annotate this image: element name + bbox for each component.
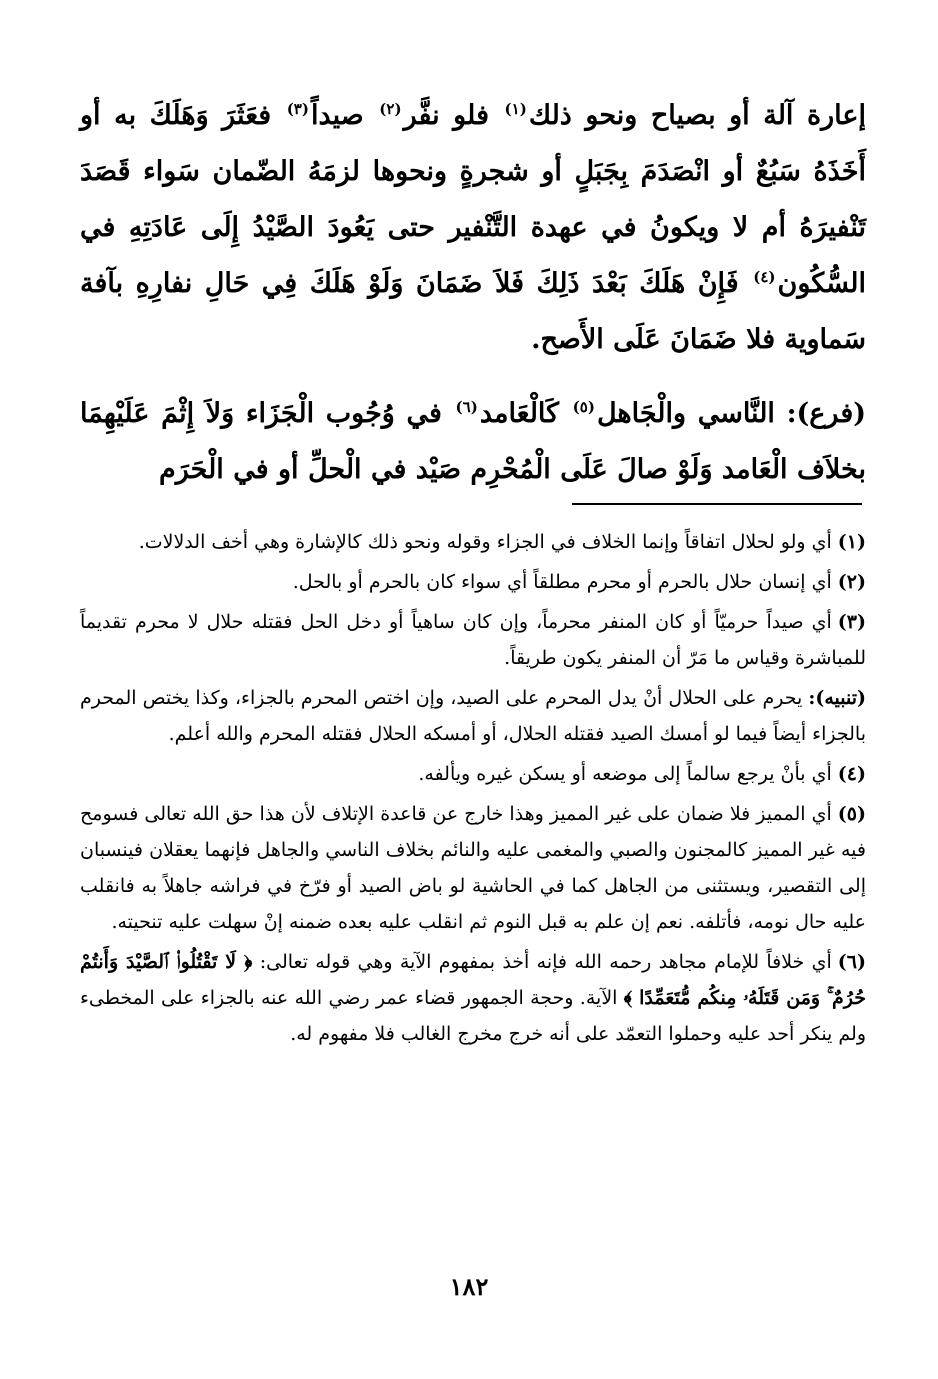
footnote-5 xyxy=(80,796,866,940)
main-text xyxy=(80,88,866,498)
footnotes-section xyxy=(80,524,866,1052)
main-text-segment: إعارة آلة أو بصياح ونحو ذلك xyxy=(528,100,867,131)
page-number: ١٨٢ xyxy=(449,1272,489,1301)
footnote-text: الآية. وحجة الجمهور قضاء عمر رضي الله عنه بالجزاء على المخطىء ولم ينكر أحد عليه وحملوا التعمّد على أنه خرج مخرج الغالب فلا مفهوم له. xyxy=(80,987,866,1045)
footnote-note xyxy=(80,680,866,752)
main-text-segment: صيداً xyxy=(310,100,378,131)
footnote-text: أي بأنْ يرجع سالماً إلى موضعه أو يسكن غيره ويألفه. xyxy=(418,763,832,785)
quran-verse: ﴿ لَا تَقْتُلُوا۟ ٱلصَّيْدَ وَأَنتُمْ حُرُمٌ ۚ وَمَن قَتَلَهُۥ مِنكُم مُّتَعَمِّدًا ﴾ xyxy=(80,951,866,1009)
main-paragraph-1 xyxy=(80,88,866,368)
footnote-divider xyxy=(572,503,862,505)
footnote-text: أي خلافاً للإمام مجاهد رحمه الله فإنه أخذ بمفهوم الآية وهي قوله تعالى: xyxy=(252,951,832,973)
footnote-4 xyxy=(80,756,866,792)
footnote-number: (٤) xyxy=(837,763,866,785)
main-text-segment: فَإِنْ هَلَكَ بَعْدَ ذَلِكَ فَلاَ ضَمَانَ وَلَوْ هَلَكَ فِي حَالِ نفارِهِ بآفة سَماوية فلا ضَمَانَ عَلَى الأَصح. xyxy=(80,268,866,355)
footnote-marker-4: (٤) xyxy=(753,268,776,286)
footnote-3 xyxy=(80,604,866,676)
footnote-1 xyxy=(80,524,866,560)
footnote-2 xyxy=(80,564,866,600)
main-paragraph-2 xyxy=(80,386,866,498)
main-text-segment: كَالْعَامد xyxy=(479,398,571,429)
footnote-number: (٦) xyxy=(837,951,866,973)
footnote-number: (٢) xyxy=(837,571,866,593)
footnote-marker-3: (٣) xyxy=(286,100,309,118)
footnote-number: (٥) xyxy=(837,803,866,825)
footnote-number: (٣) xyxy=(837,611,866,633)
footnote-text: أي المميز فلا ضمان على غير المميز وهذا خارج عن قاعدة الإتلاف لأن هذا حق الله تعالى فسومح فيه غير المميز كالمجنون والصبي والمغمى عليه والنائم بخلاف الناسي والجاهل فإنهما يعقلان فينسبان إلى التقصير، ويستثنى من الجاهل كما في الحاشية لو باض الصيد أو فرّخ في فراشه جاهلاً به فانقلب عليه حال نومه، فأتلفه. نعم إن علم به قبل النوم ثم انقلب عليه بعده ضمنه إنْ سهلت عليه تنحيته. xyxy=(80,803,866,933)
footnote-text: أي إنسان حلال بالحرم أو محرم مطلقاً أي سواء كان بالحرم أو بالحل. xyxy=(292,571,832,593)
main-text-segment: فعَثَرَ وَهَلَكَ به أو أَخَذَهُ سَبُعٌ أو انْصَدَمَ بِجَبَلٍ أو شجرةٍ ونحوها لزمَهُ الضّمان سَواء قَصَدَ تَنْفيرَهُ أم لا ويكونُ في عهدة التَّنْفير حتى يَعُودَ الصَّيْدُ إِلَى عَادَتِهِ في السُّكُون xyxy=(80,100,866,299)
main-text-segment: (فرع): النَّاسي والْجَاهل xyxy=(596,398,866,429)
footnote-text: يحرم على الحلال أنْ يدل المحرم على الصيد، وإن اختص المحرم بالجزاء، وكذا يختص المحرم بالجزاء أيضاً فيما لو أمسك الصيد فقتله الحلال، أو أمسكه الحلال فقتله المحرم والله أعلم. xyxy=(80,687,866,745)
footnote-text: أي ولو لحلال اتفاقاً وإنما الخلاف في الجزاء وقوله ونحو ذلك كالإشارة وهي أخف الدلالات. xyxy=(138,531,832,553)
main-text-segment: فلو نفَّر xyxy=(403,100,503,131)
main-text-segment: في وُجُوب الْجَزَاء وَلاَ إِثْمَ عَلَيْهِمَا بخلاَف الْعَامد وَلَوْ صالَ عَلَى الْمُحْرِم صَيْد في الْحلِّ أو في الْحَرَم xyxy=(80,398,866,485)
footnote-marker-2: (٢) xyxy=(379,100,402,118)
footnote-text: أي صيداً حرميّاً أو كان المنفر محرماً، وإن كان ساهياً أو دخل الحل فقتله حلال لا محرم تقديماً للمباشرة وقياس ما مَرّ أن المنفر يكون طريقاً. xyxy=(80,611,866,669)
footnote-6 xyxy=(80,944,866,1052)
footnote-marker-1: (١) xyxy=(504,100,527,118)
note-label: (تنبيه): xyxy=(808,687,866,709)
footnote-marker-5: (٥) xyxy=(572,398,595,416)
footnote-number: (١) xyxy=(837,531,866,553)
footnote-marker-6: (٦) xyxy=(455,398,478,416)
